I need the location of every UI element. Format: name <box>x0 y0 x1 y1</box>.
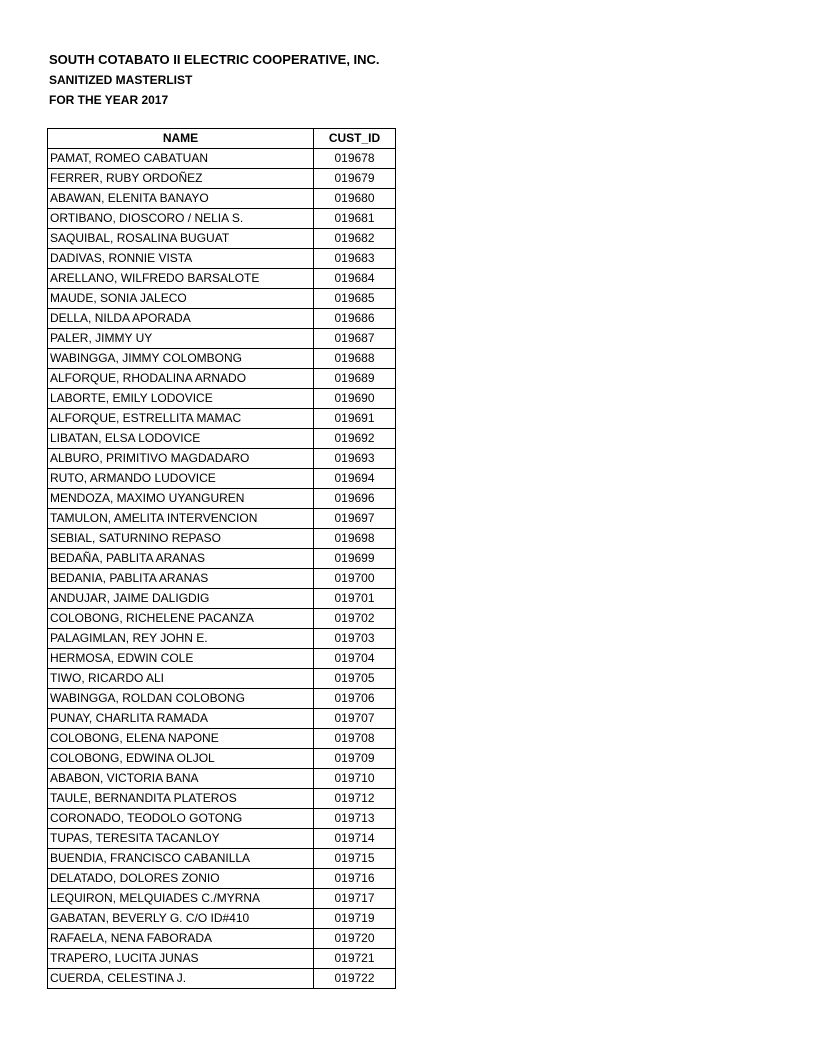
table-row <box>48 869 396 889</box>
customer-name-cell: LIBATAN, ELSA LODOVICE <box>48 429 314 449</box>
customer-id-cell: 019714 <box>314 829 396 849</box>
customer-name-cell: PAMAT, ROMEO CABATUAN <box>48 149 314 169</box>
customer-name-cell: TAMULON, AMELITA INTERVENCION <box>48 509 314 529</box>
table-row <box>48 849 396 869</box>
customer-name-cell: CORONADO, TEODOLO GOTONG <box>48 809 314 829</box>
customer-name-cell: ORTIBANO, DIOSCORO / NELIA S. <box>48 209 314 229</box>
customer-id-cell: 019702 <box>314 609 396 629</box>
column-header-name: NAME <box>48 129 314 149</box>
customer-name-cell: HERMOSA, EDWIN COLE <box>48 649 314 669</box>
table-row <box>48 429 396 449</box>
table-row <box>48 149 396 169</box>
table-body <box>48 149 396 989</box>
table-row <box>48 789 396 809</box>
customer-id-cell: 019690 <box>314 389 396 409</box>
table-row <box>48 209 396 229</box>
customer-name-cell: WABINGGA, JIMMY COLOMBONG <box>48 349 314 369</box>
customer-name-cell: TUPAS, TERESITA TACANLOY <box>48 829 314 849</box>
table-row <box>48 769 396 789</box>
customer-name-cell: COLOBONG, EDWINA OLJOL <box>48 749 314 769</box>
customer-name-cell: SEBIAL, SATURNINO REPASO <box>48 529 314 549</box>
customer-id-cell: 019699 <box>314 549 396 569</box>
customer-id-cell: 019700 <box>314 569 396 589</box>
table-row <box>48 649 396 669</box>
customer-id-cell: 019704 <box>314 649 396 669</box>
customer-id-cell: 019687 <box>314 329 396 349</box>
customer-name-cell: ANDUJAR, JAIME DALIGDIG <box>48 589 314 609</box>
customer-id-cell: 019701 <box>314 589 396 609</box>
customer-id-cell: 019689 <box>314 369 396 389</box>
customer-id-cell: 019681 <box>314 209 396 229</box>
customer-id-cell: 019688 <box>314 349 396 369</box>
customer-id-cell: 019691 <box>314 409 396 429</box>
customer-id-cell: 019715 <box>314 849 396 869</box>
table-row <box>48 749 396 769</box>
table-row <box>48 909 396 929</box>
customer-id-cell: 019678 <box>314 149 396 169</box>
table-row <box>48 589 396 609</box>
company-title: SOUTH COTABATO II ELECTRIC COOPERATIVE, INC. <box>49 52 380 67</box>
customer-id-cell: 019696 <box>314 489 396 509</box>
customer-name-cell: TRAPERO, LUCITA JUNAS <box>48 949 314 969</box>
table-row <box>48 729 396 749</box>
customer-id-cell: 019708 <box>314 729 396 749</box>
customer-name-cell: LABORTE, EMILY LODOVICE <box>48 389 314 409</box>
table-row <box>48 389 396 409</box>
customer-id-cell: 019684 <box>314 269 396 289</box>
table-row <box>48 309 396 329</box>
customer-id-cell: 019679 <box>314 169 396 189</box>
customer-id-cell: 019706 <box>314 689 396 709</box>
customer-id-cell: 019707 <box>314 709 396 729</box>
table-row <box>48 629 396 649</box>
table-row <box>48 609 396 629</box>
customer-name-cell: ABABON, VICTORIA BANA <box>48 769 314 789</box>
customer-id-cell: 019719 <box>314 909 396 929</box>
table-row <box>48 489 396 509</box>
customer-id-cell: 019682 <box>314 229 396 249</box>
customer-name-cell: ARELLANO, WILFREDO BARSALOTE <box>48 269 314 289</box>
table-row <box>48 529 396 549</box>
customer-id-cell: 019721 <box>314 949 396 969</box>
customer-name-cell: BEDAÑA, PABLITA ARANAS <box>48 549 314 569</box>
document-header <box>49 50 380 110</box>
table-row <box>48 169 396 189</box>
masterlist-table <box>47 128 396 989</box>
customer-name-cell: TAULE, BERNANDITA PLATEROS <box>48 789 314 809</box>
customer-id-cell: 019692 <box>314 429 396 449</box>
customer-id-cell: 019713 <box>314 809 396 829</box>
table-row <box>48 349 396 369</box>
customer-name-cell: RUTO, ARMANDO LUDOVICE <box>48 469 314 489</box>
customer-name-cell: COLOBONG, ELENA NAPONE <box>48 729 314 749</box>
customer-name-cell: PUNAY, CHARLITA RAMADA <box>48 709 314 729</box>
table-row <box>48 709 396 729</box>
customer-id-cell: 019698 <box>314 529 396 549</box>
customer-name-cell: BEDANIA, PABLITA ARANAS <box>48 569 314 589</box>
customer-name-cell: TIWO, RICARDO ALI <box>48 669 314 689</box>
table-row <box>48 189 396 209</box>
document-subtitle: SANITIZED MASTERLIST <box>49 73 193 87</box>
customer-name-cell: ABAWAN, ELENITA BANAYO <box>48 189 314 209</box>
table-row <box>48 369 396 389</box>
customer-id-cell: 019717 <box>314 889 396 909</box>
customer-id-cell: 019712 <box>314 789 396 809</box>
customer-name-cell: MAUDE, SONIA JALECO <box>48 289 314 309</box>
customer-name-cell: PALAGIMLAN, REY JOHN E. <box>48 629 314 649</box>
customer-id-cell: 019720 <box>314 929 396 949</box>
customer-name-cell: BUENDIA, FRANCISCO CABANILLA <box>48 849 314 869</box>
customer-id-cell: 019685 <box>314 289 396 309</box>
table-row <box>48 409 396 429</box>
customer-name-cell: MENDOZA, MAXIMO UYANGUREN <box>48 489 314 509</box>
customer-id-cell: 019710 <box>314 769 396 789</box>
customer-id-cell: 019722 <box>314 969 396 989</box>
table-row <box>48 249 396 269</box>
customer-id-cell: 019683 <box>314 249 396 269</box>
table-row <box>48 229 396 249</box>
customer-name-cell: LEQUIRON, MELQUIADES C./MYRNA <box>48 889 314 909</box>
customer-name-cell: DELATADO, DOLORES ZONIO <box>48 869 314 889</box>
customer-id-cell: 019680 <box>314 189 396 209</box>
table-row <box>48 889 396 909</box>
customer-name-cell: SAQUIBAL, ROSALINA BUGUAT <box>48 229 314 249</box>
table-row <box>48 689 396 709</box>
table-row <box>48 269 396 289</box>
column-header-cust-id: CUST_ID <box>314 129 396 149</box>
customer-id-cell: 019709 <box>314 749 396 769</box>
customer-name-cell: PALER, JIMMY UY <box>48 329 314 349</box>
customer-id-cell: 019703 <box>314 629 396 649</box>
table-row <box>48 929 396 949</box>
customer-name-cell: ALFORQUE, RHODALINA ARNADO <box>48 369 314 389</box>
table-row <box>48 669 396 689</box>
table-row <box>48 809 396 829</box>
table-row <box>48 949 396 969</box>
customer-name-cell: GABATAN, BEVERLY G. C/O ID#410 <box>48 909 314 929</box>
table-row <box>48 329 396 349</box>
customer-name-cell: DADIVAS, RONNIE VISTA <box>48 249 314 269</box>
customer-name-cell: ALFORQUE, ESTRELLITA MAMAC <box>48 409 314 429</box>
table-row <box>48 469 396 489</box>
customer-id-cell: 019693 <box>314 449 396 469</box>
table-row <box>48 569 396 589</box>
customer-id-cell: 019694 <box>314 469 396 489</box>
customer-name-cell: ALBURO, PRIMITIVO MAGDADARO <box>48 449 314 469</box>
customer-id-cell: 019705 <box>314 669 396 689</box>
table-row <box>48 829 396 849</box>
customer-id-cell: 019686 <box>314 309 396 329</box>
customer-name-cell: FERRER, RUBY ORDOÑEZ <box>48 169 314 189</box>
table-row <box>48 509 396 529</box>
customer-name-cell: DELLA, NILDA APORADA <box>48 309 314 329</box>
table-row <box>48 289 396 309</box>
customer-name-cell: COLOBONG, RICHELENE PACANZA <box>48 609 314 629</box>
customer-id-cell: 019716 <box>314 869 396 889</box>
table-row <box>48 449 396 469</box>
customer-name-cell: CUERDA, CELESTINA J. <box>48 969 314 989</box>
table-header-row <box>48 129 396 149</box>
table-row <box>48 549 396 569</box>
table-row <box>48 969 396 989</box>
customer-name-cell: WABINGGA, ROLDAN COLOBONG <box>48 689 314 709</box>
customer-name-cell: RAFAELA, NENA FABORADA <box>48 929 314 949</box>
customer-id-cell: 019697 <box>314 509 396 529</box>
year-line: FOR THE YEAR 2017 <box>49 93 169 107</box>
